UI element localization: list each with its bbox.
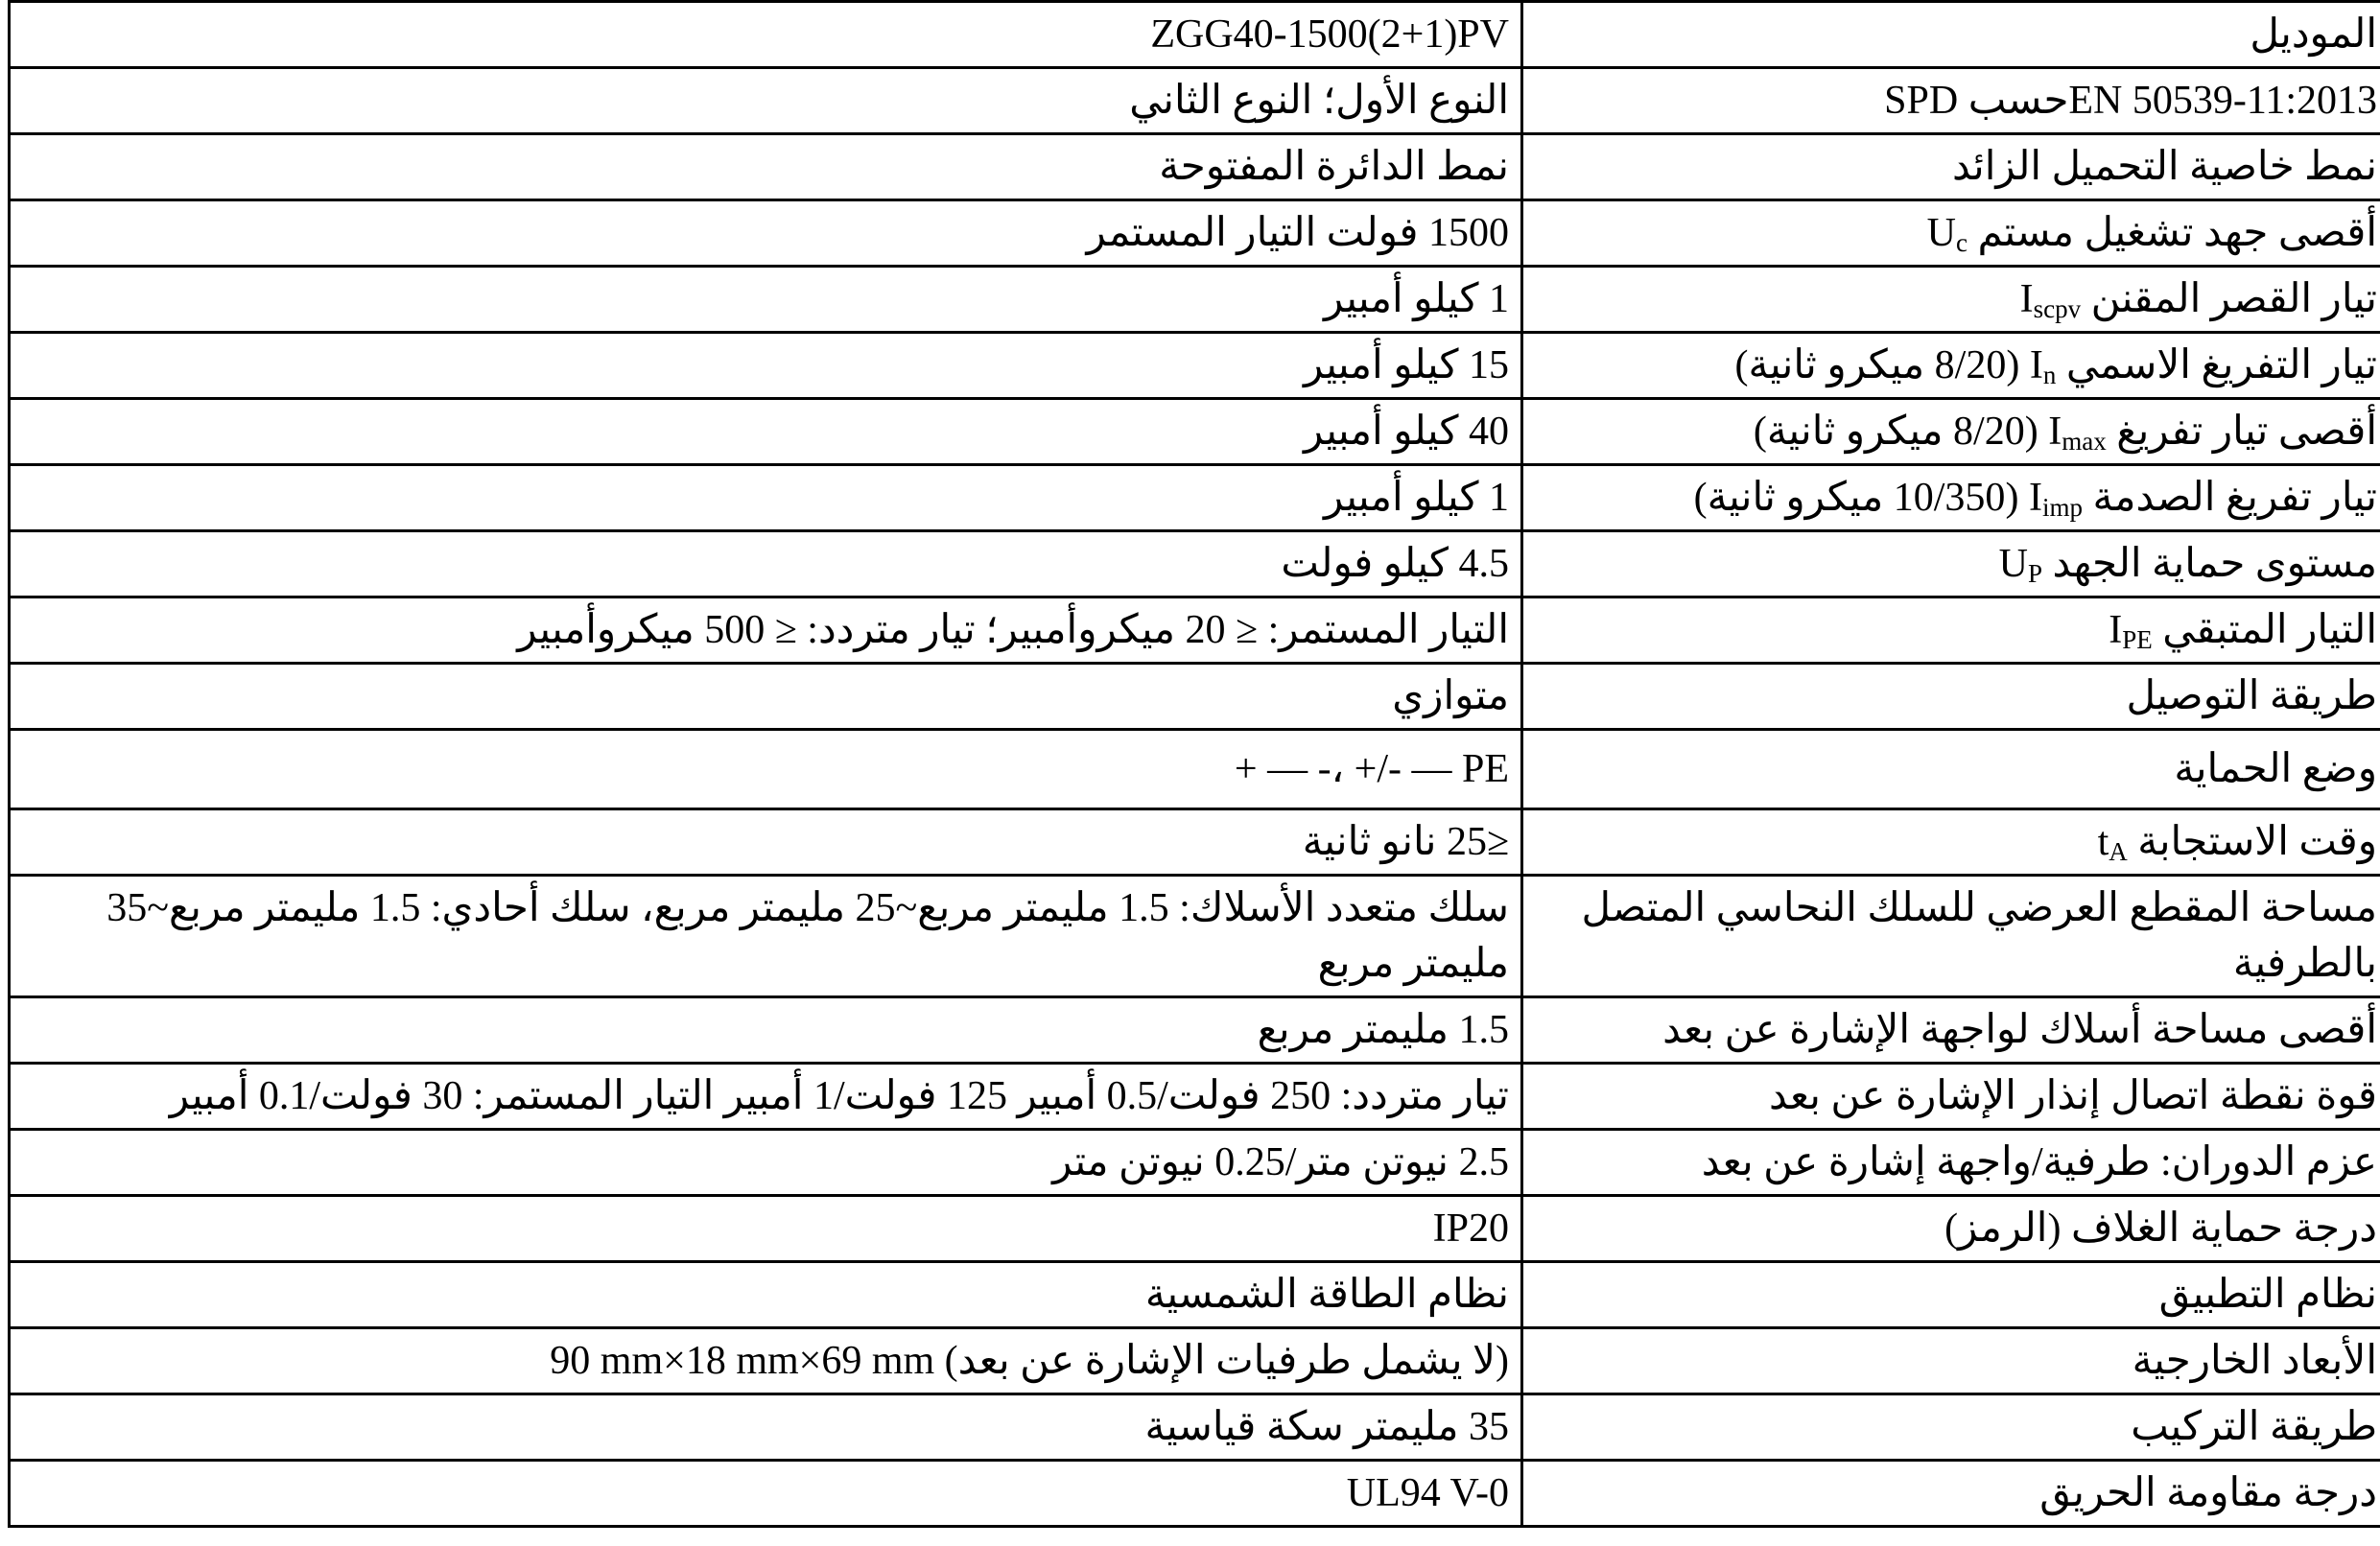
spec-label-text: تيار التفريغ الاسمي [2065,343,2377,387]
spec-label-text: طريقة التوصيل [2126,674,2377,718]
spec-label [1522,267,2380,333]
spec-symbol: I [2109,608,2123,652]
spec-value: 2.5 نيوتن متر/0.25 نيوتن متر [10,1130,1522,1196]
table-row [10,1394,2380,1461]
spec-value: نظام الطاقة الشمسية [10,1262,1522,1328]
table-row [10,1461,2380,1527]
table-row [10,730,2380,809]
spec-value: 40 كيلو أمبير [10,399,1522,465]
spec-value: UL94 V-0 [10,1461,1522,1527]
spec-label [1522,1461,2380,1527]
spec-label [1522,1262,2380,1328]
spec-label-text: الأبعاد الخارجية [2132,1339,2377,1383]
spec-symbol: I [2019,277,2034,321]
table-row [10,134,2380,200]
spec-label-text: SPD حسبEN 50539-11:2013 [1884,79,2377,123]
spec-label [1522,1130,2380,1196]
spec-label-text: أقصى مساحة أسلاك لواجهة الإشارة عن بعد [1662,1008,2377,1052]
table-row [10,876,2380,997]
table-row [10,399,2380,465]
spec-label-text: وقت الاستجابة [2137,820,2377,864]
spec-symbol-subscript: c [1955,228,1968,257]
spec-label-suffix: (8/20 ميكرو ثانية) [1753,410,2038,454]
spec-value: 1 كيلو أمبير [10,465,1522,531]
table-row [10,465,2380,531]
spec-label [1522,465,2380,531]
spec-value: 90 mm×18 mm×69 mm (لا يشمل طرفيات الإشارة عن بعد) [10,1328,1522,1394]
spec-value: التيار المستمر: ≤ 20 ميكروأمبير؛ تيار متردد: ≤ 500 ميكروأمبير [10,597,1522,664]
spec-label [1522,876,2380,997]
spec-label [1522,997,2380,1064]
spec-label [1522,68,2380,134]
spec-value: + — -، +/- — PE [10,730,1522,809]
table-row [10,1130,2380,1196]
spec-value: IP20 [10,1196,1522,1262]
spec-value: النوع الأول؛ النوع الثاني [10,68,1522,134]
table-row [10,68,2380,134]
spec-value: 1.5 مليمتر مربع [10,997,1522,1064]
spec-label-text: قوة نقطة اتصال إنذار الإشارة عن بعد [1768,1074,2377,1118]
spec-symbol-subscript: n [2042,361,2057,389]
spec-symbol-subscript: imp [2041,493,2083,522]
spec-label [1522,333,2380,399]
spec-label-text: نظام التطبيق [2158,1273,2377,1317]
spec-symbol: I [2029,343,2043,387]
table-row [10,267,2380,333]
spec-symbol-subscript: scpv [2033,294,2082,323]
spec-symbol-subscript: A [2109,837,2128,866]
spec-label-text: مساحة المقطع العرضي للسلك النحاسي المتصل بالطرفية [1581,886,2377,986]
spec-label-text: وضع الحماية [2174,747,2377,791]
spec-value: سلك متعدد الأسلاك: 1.5 مليمتر مربع~25 مليمتر مربع، سلك أحادي: 1.5 مليمتر مربع~35 مليمتر مربع [10,876,1522,997]
spec-label [1522,597,2380,664]
table-row [10,2,2380,68]
spec-label [1522,200,2380,267]
table-row [10,200,2380,267]
spec-label-text: درجة مقاومة الحريق [2039,1471,2377,1515]
table-row [10,597,2380,664]
spec-value: 1500 فولت التيار المستمر [10,200,1522,267]
spec-label [1522,1196,2380,1262]
spec-label-text: طريقة التركيب [2131,1405,2377,1449]
spec-label-suffix: (8/20 ميكرو ثانية) [1734,343,2020,387]
table-row [10,1064,2380,1130]
spec-label-text: تيار القصر المقنن [2090,277,2377,321]
spec-symbol: I [2048,410,2062,454]
spec-label [1522,809,2380,876]
spec-value: ZGG40-1500(2+1)PV [10,2,1522,68]
spec-label-text: مستوى حماية الجهد [2052,542,2377,586]
spec-value: تيار متردد: 250 فولت/0.5 أمبير 125 فولت/1 أمبير التيار المستمر: 30 فولت/0.1 أمبير [10,1064,1522,1130]
spec-label-text: تيار تفريغ الصدمة [2092,476,2377,520]
spec-label-suffix: (10/350 ميكرو ثانية) [1693,476,2019,520]
spec-label [1522,531,2380,597]
spec-label [1522,2,2380,68]
spec-label-text: عزم الدوران: طرفية/واجهة إشارة عن بعد [1701,1140,2377,1184]
spec-label-text: التيار المتبقي [2162,608,2377,652]
table-row [10,333,2380,399]
spec-value: 1 كيلو أمبير [10,267,1522,333]
spec-label [1522,1394,2380,1461]
table-row [10,997,2380,1064]
spec-label-text: نمط خاصية التحميل الزائد [1951,145,2377,189]
spec-label-text: الموديل [2250,12,2377,57]
spec-label [1522,134,2380,200]
table-row [10,809,2380,876]
spec-label [1522,399,2380,465]
spec-symbol: I [2028,476,2042,520]
spec-symbol-subscript: P [2028,559,2043,588]
spec-symbol: U [1998,542,2029,586]
spec-label-text: درجة حماية الغلاف (الرمز) [1944,1206,2377,1251]
spec-symbol: t [2097,820,2109,864]
table-row [10,1328,2380,1394]
spec-value: نمط الدائرة المفتوحة [10,134,1522,200]
table-row [10,664,2380,730]
spec-label [1522,730,2380,809]
table-row [10,1196,2380,1262]
spec-label-text: أقصى جهد تشغيل مستم [1977,211,2377,255]
spec-label [1522,1064,2380,1130]
spec-symbol: U [1926,211,1956,255]
spec-value: ≤25 نانو ثانية [10,809,1522,876]
spec-label [1522,1328,2380,1394]
spec-symbol-subscript: max [2062,427,2107,456]
spec-value: متوازي [10,664,1522,730]
spec-value: 15 كيلو أمبير [10,333,1522,399]
spec-label [1522,664,2380,730]
spec-label-text: أقصى تيار تفريغ [2116,410,2377,454]
table-row [10,531,2380,597]
spec-value: 4.5 كيلو فولت [10,531,1522,597]
table-row [10,1262,2380,1328]
specification-table [8,0,2380,1528]
spec-value: 35 مليمتر سكة قياسية [10,1394,1522,1461]
spec-symbol-subscript: PE [2122,625,2153,654]
